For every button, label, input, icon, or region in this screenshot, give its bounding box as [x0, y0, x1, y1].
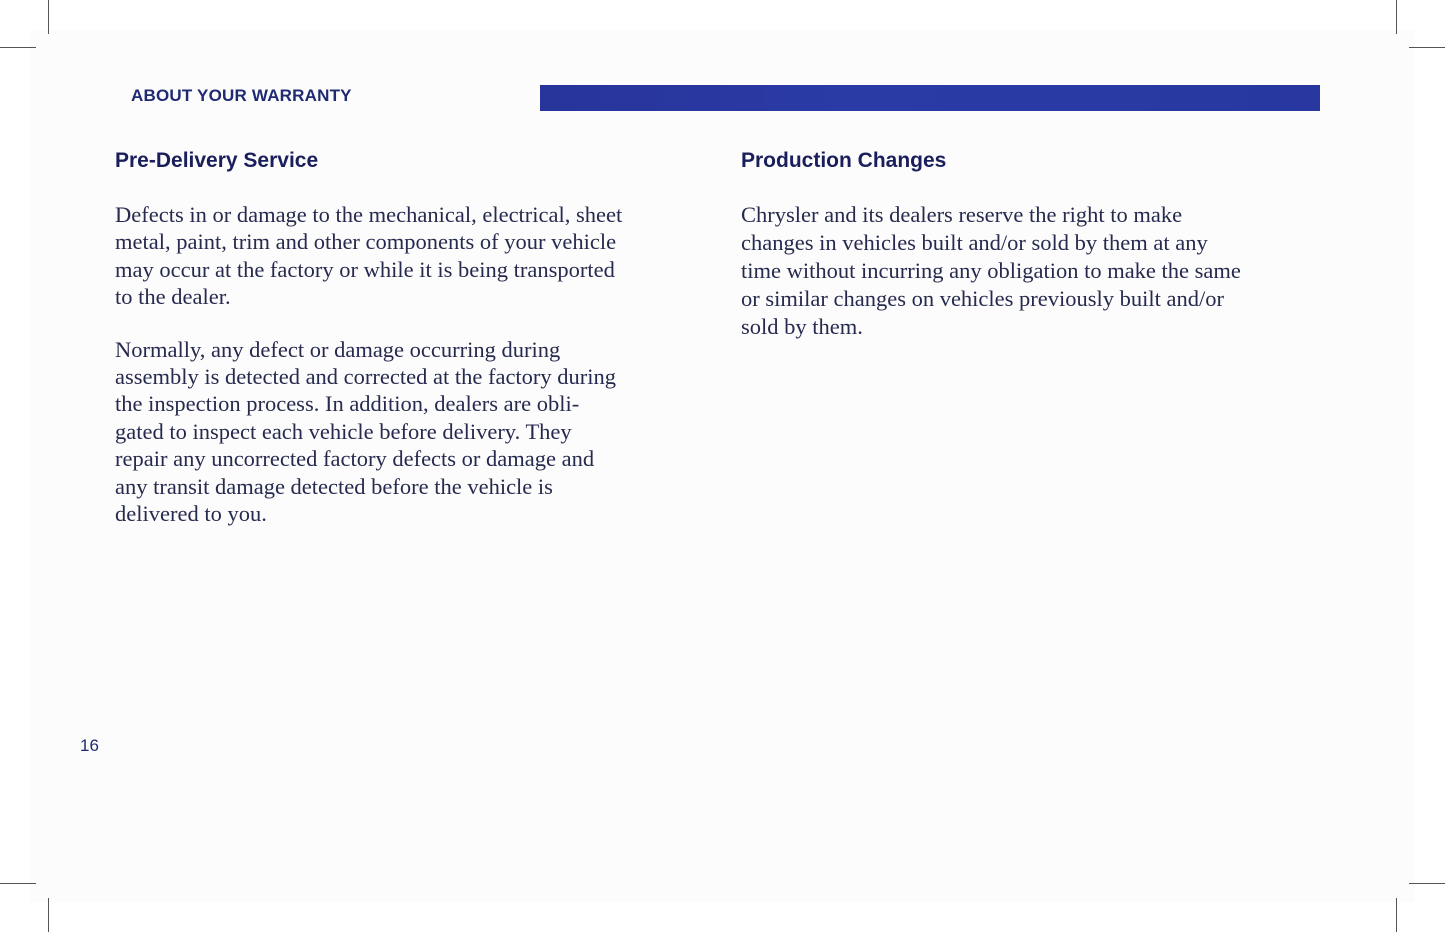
- running-header: ABOUT YOUR WARRANTY: [131, 86, 352, 105]
- pre-delivery-paragraph-1: [115, 201, 705, 311]
- header-color-bar: [540, 85, 1320, 111]
- right-column: [741, 146, 1341, 341]
- crop-mark-bottom-left-horizontal: [0, 883, 36, 884]
- text-line: any transit damage detected before the vehicle is: [115, 473, 553, 499]
- pre-delivery-paragraph-2: [115, 336, 705, 528]
- crop-mark-top-left-horizontal: [0, 47, 36, 48]
- pre-delivery-service-heading: Pre-Delivery Service: [115, 149, 319, 172]
- text-line: changes in vehicles built and/or sold by them at any: [741, 230, 1208, 255]
- crop-mark-bottom-left-vertical: [48, 898, 49, 932]
- text-line: delivered to you.: [115, 501, 267, 527]
- page-number: 16: [80, 736, 99, 755]
- text-line: metal, paint, trim and other components of your vehicle: [115, 229, 617, 255]
- crop-mark-bottom-right-horizontal: [1409, 883, 1445, 884]
- crop-mark-bottom-right-vertical: [1396, 898, 1397, 932]
- text-line: gated to inspect each vehicle before delivery. They: [115, 418, 572, 444]
- text-line: Normally, any defect or damage occurring during: [115, 336, 561, 362]
- crop-mark-top-right-vertical: [1396, 0, 1397, 34]
- text-line: to the dealer.: [115, 284, 231, 310]
- text-line: time without incurring any obligation to make the same: [741, 258, 1241, 283]
- text-line: sold by them.: [741, 314, 863, 339]
- text-line: Defects in or damage to the mechanical, electrical, sheet: [115, 202, 623, 227]
- crop-mark-top-left-vertical: [48, 0, 49, 34]
- text-line: repair any uncorrected factory defects or damage and: [115, 446, 595, 472]
- left-column: [115, 146, 705, 527]
- text-line: the inspection process. In addition, dealers are obli-: [115, 391, 580, 417]
- production-changes-heading: Production Changes: [741, 149, 947, 172]
- text-line: or similar changes on vehicles previously built and/or: [741, 286, 1225, 311]
- production-changes-paragraph: [741, 201, 1341, 341]
- text-line: may occur at the factory or while it is being transported: [115, 256, 615, 282]
- crop-mark-top-right-horizontal: [1409, 47, 1445, 48]
- text-line: assembly is detected and corrected at the factory during: [115, 364, 617, 390]
- text-line: Chrysler and its dealers reserve the right to make: [741, 202, 1183, 227]
